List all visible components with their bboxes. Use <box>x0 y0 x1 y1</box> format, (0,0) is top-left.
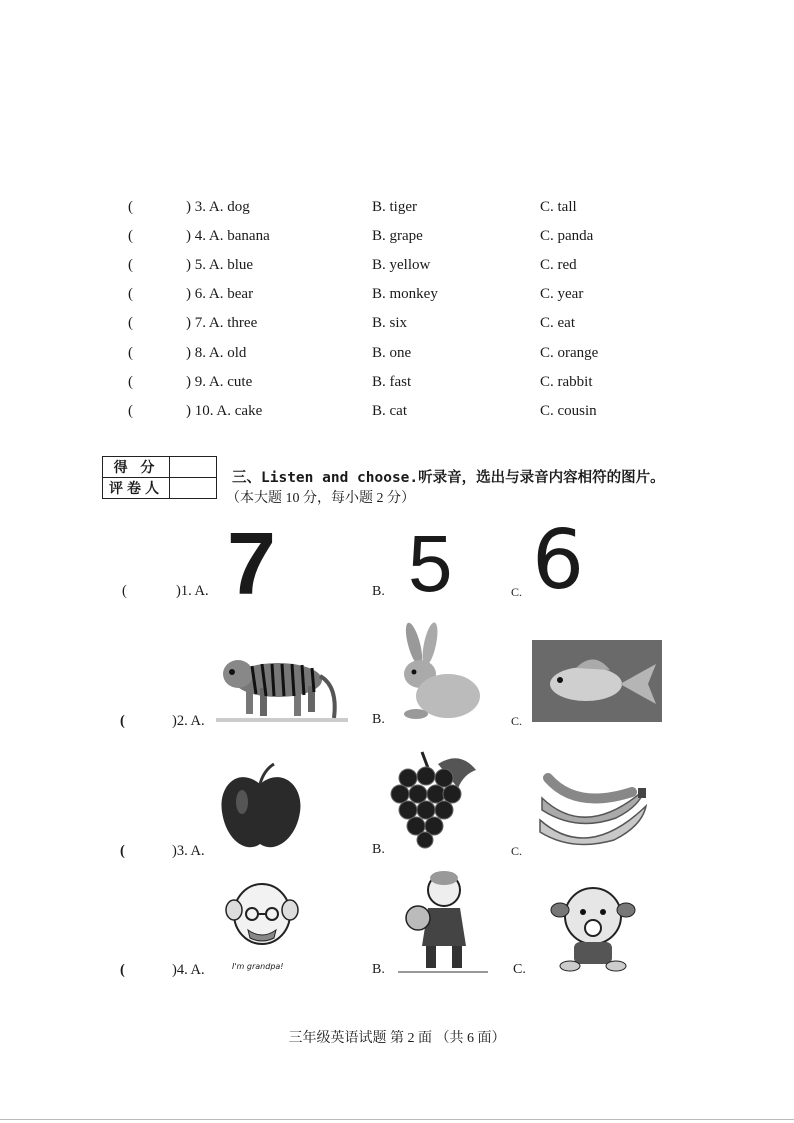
grader-cell[interactable] <box>170 478 217 499</box>
option-c: C. orange <box>540 345 599 361</box>
page-footer: 三年级英语试题 第 2 面 （共 6 面） <box>288 1031 506 1046</box>
option-c: C. panda <box>540 228 594 244</box>
tiger-icon <box>216 640 348 724</box>
answer-paren[interactable]: ( <box>128 199 133 215</box>
option-b: B. monkey <box>372 286 438 302</box>
score-cell[interactable] <box>170 457 217 478</box>
option-a: ) 9. A. cute <box>186 374 253 390</box>
answer-paren[interactable]: ( <box>128 345 133 361</box>
number-six: 6 <box>532 513 585 608</box>
mc-question-7 <box>0 315 794 339</box>
option-a: ) 4. A. banana <box>186 228 270 244</box>
pq4-label: )4. A. <box>172 962 205 978</box>
pq1-label: )1. A. <box>176 583 209 599</box>
score-label: 得 分 <box>103 457 170 478</box>
option-a: ) 6. A. bear <box>186 286 254 302</box>
pq3-label: )3. A. <box>172 843 205 859</box>
option-c: C. eat <box>540 315 575 331</box>
answer-paren[interactable]: ( <box>128 257 133 273</box>
option-c: C. red <box>540 257 577 273</box>
grandma-icon <box>398 868 488 974</box>
pq1-option-b: B. <box>372 584 385 599</box>
option-a: ) 7. A. three <box>186 315 258 331</box>
option-c: C. cousin <box>540 403 597 419</box>
option-b: B. tiger <box>372 199 417 215</box>
grandpa-icon <box>222 880 302 956</box>
pq3-option-b: B. <box>372 842 385 857</box>
answer-paren[interactable]: ( <box>128 315 133 331</box>
answer-paren[interactable]: ( <box>128 374 133 390</box>
mc-question-8 <box>0 345 794 369</box>
pq1-paren[interactable]: ( <box>122 583 127 599</box>
pq2-option-b: B. <box>372 712 385 727</box>
mc-question-9 <box>0 374 794 398</box>
pq4-option-c: C. <box>513 962 526 977</box>
number-five: 5 <box>408 519 453 608</box>
section-title: 三、Listen and choose.听录音，选出与录音内容相符的图片。 <box>232 470 665 486</box>
section-note: （本大题 10 分，每小题 2 分） <box>226 491 415 506</box>
option-b: B. cat <box>372 403 407 419</box>
page-bottom-edge <box>0 1119 794 1120</box>
option-a: ) 3. A. dog <box>186 199 250 215</box>
option-b: B. six <box>372 315 408 331</box>
option-c: C. rabbit <box>540 374 593 390</box>
option-c: C. year <box>540 286 584 302</box>
option-b: B. one <box>372 345 412 361</box>
option-a: ) 5. A. blue <box>186 257 254 273</box>
option-b: B. yellow <box>372 257 431 273</box>
mc-question-3 <box>0 199 794 223</box>
baby-icon <box>548 880 638 972</box>
option-c: C. tall <box>540 199 577 215</box>
answer-paren[interactable]: ( <box>128 403 133 419</box>
pq3-option-c: C. <box>511 844 523 858</box>
mc-question-10 <box>0 403 794 427</box>
grandpa-caption: I'm grandpa! <box>232 962 284 971</box>
grapes-icon <box>388 744 480 848</box>
option-a: ) 8. A. old <box>186 345 247 361</box>
apple-icon <box>218 762 304 852</box>
pq3-paren[interactable]: ( <box>120 843 125 859</box>
rabbit-icon <box>392 622 484 722</box>
number-seven: 7 <box>227 514 276 613</box>
answer-paren[interactable]: ( <box>128 286 133 302</box>
pq2-option-c: C. <box>511 714 523 728</box>
option-b: B. fast <box>372 374 412 390</box>
mc-question-6 <box>0 286 794 310</box>
answer-paren[interactable]: ( <box>128 228 133 244</box>
mc-question-4 <box>0 228 794 252</box>
pq2-paren[interactable]: ( <box>120 713 125 729</box>
option-b: B. grape <box>372 228 423 244</box>
pq4-paren[interactable]: ( <box>120 962 125 978</box>
fish-icon <box>532 640 662 722</box>
option-a: ) 10. A. cake <box>186 403 263 419</box>
mc-question-5 <box>0 257 794 281</box>
pq2-label: )2. A. <box>172 713 205 729</box>
grader-label: 评卷人 <box>103 478 170 499</box>
pq4-option-b: B. <box>372 962 385 977</box>
banana-icon <box>536 770 648 854</box>
pq1-option-c: C. <box>511 585 523 599</box>
score-table <box>102 456 217 499</box>
